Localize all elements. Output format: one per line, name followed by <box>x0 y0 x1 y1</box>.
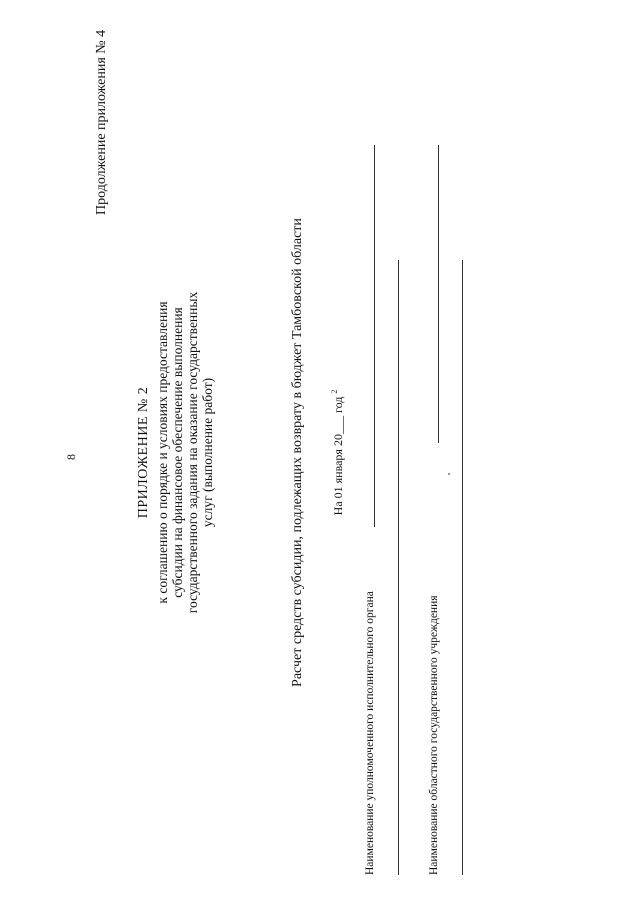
page-number: 8 <box>64 454 78 460</box>
authority-name-underline <box>374 145 375 527</box>
appendix-line: государственного задания на оказание государственных <box>185 291 200 614</box>
appendix-description <box>155 0 215 905</box>
appendix-line: к соглашению о порядке и условиях предоставления <box>155 301 170 604</box>
calculation-title: Расчет средств субсидии, подлежащих возврату в бюджет Тамбовской области <box>290 218 305 687</box>
date-line-text: На 01 января 20___ год <box>331 396 345 516</box>
authority-name-continuation-line <box>398 260 399 875</box>
appendix-line: услуг (выполнение работ) <box>200 377 215 528</box>
authority-name-label: Наименование уполномоченного исполнительного органа <box>364 591 376 875</box>
scan-speck <box>448 473 450 475</box>
institution-name-underline <box>438 145 439 443</box>
date-footnote-marker: 2 <box>330 389 339 394</box>
institution-name-label: Наименование областного государственного учреждения <box>428 595 440 875</box>
appendix-line: субсидии на финансовое обеспечение выполнения <box>170 307 185 598</box>
appendix-continuation-heading: Продолжение приложения № 4 <box>94 29 109 215</box>
date-line <box>330 0 346 905</box>
appendix-title: ПРИЛОЖЕНИЕ № 2 <box>136 386 151 519</box>
institution-name-continuation-line <box>462 260 463 875</box>
